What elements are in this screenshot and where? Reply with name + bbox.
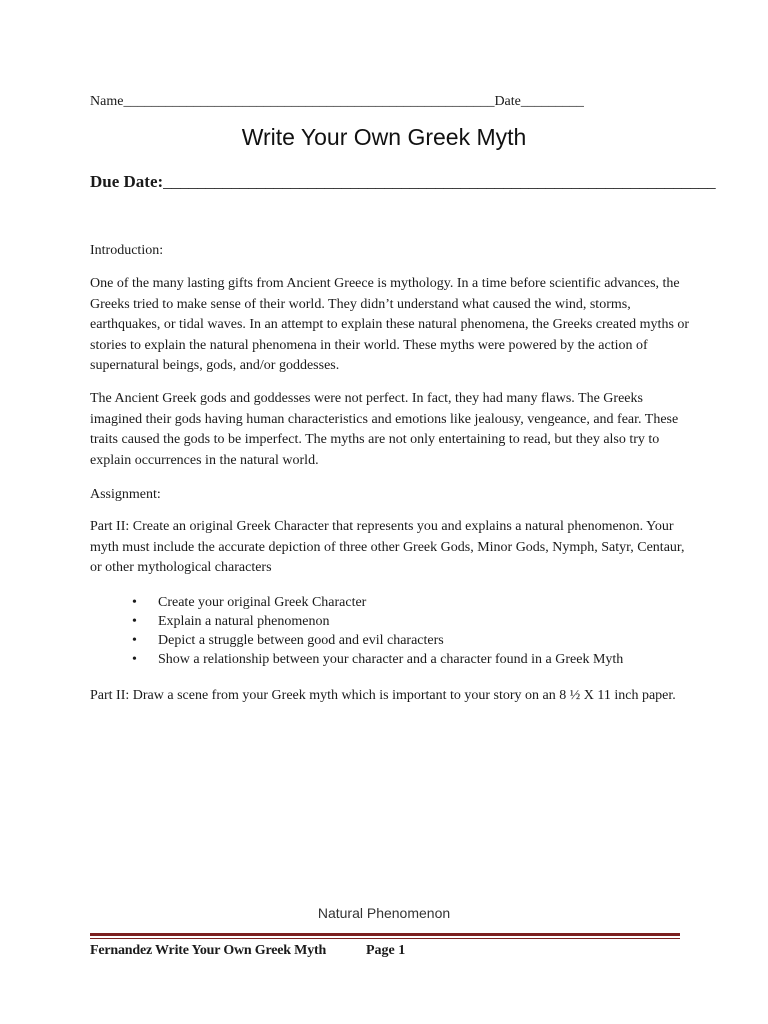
assignment-heading: Assignment:	[90, 487, 161, 502]
footer-page-number: Page 1	[366, 943, 406, 958]
list-item	[132, 593, 692, 612]
footer-caption: Natural Phenomenon	[317, 905, 451, 921]
assignment-part-1: Part II: Create an original Greek Character that represents you and explains a natural phenomenon. Your myth must include the accurate depiction of three other Greek Gods, Minor Gods, Nymph, Satyr, Centaur, or other mythological characters	[90, 519, 685, 575]
list-item-text: Explain a natural phenomenon	[158, 614, 330, 629]
footer-document-title: Fernandez Write Your Own Greek Myth	[90, 943, 327, 958]
due-date-blank: _________________________________________________________________	[163, 172, 716, 191]
bullet-icon: •	[132, 652, 137, 667]
list-item	[132, 650, 692, 669]
bullet-icon: •	[132, 595, 137, 610]
list-item	[132, 631, 692, 650]
introduction-paragraph-2: The Ancient Greek gods and goddesses were not perfect. In fact, they had many flaws. The Greeks imagined their gods having human characteristics and emotions like jealousy, vengeance, and fear. These traits caused the gods to be imperfect. The myths are not only entertaining to read, but they also try to explain occurrences in the natural world.	[90, 391, 679, 468]
list-item-text: Create your original Greek Character	[158, 595, 367, 610]
assignment-part-2: Part II: Draw a scene from your Greek myth which is important to your story on an 8 ½ X 11 inch paper.	[90, 688, 676, 703]
introduction-paragraph-1: One of the many lasting gifts from Ancient Greece is mythology. In a time before scientific advances, the Greeks tried to make sense of their world. They didn’t understand what caused the wind, storms, earthquakes, or tidal waves. In an attempt to explain these natural phenomena, the Greeks created myths or stories to explain the natural phenomena in their world. These myths were powered by the action of supernatural beings, gods, and/or goddesses.	[90, 276, 690, 373]
page-title: Write Your Own Greek Myth	[241, 124, 527, 150]
footer-divider-thin	[90, 938, 680, 939]
name-date-line	[90, 94, 584, 110]
bullet-icon: •	[132, 614, 137, 629]
assignment-bullet-list	[132, 593, 692, 669]
list-item-text: Show a relationship between your character and a character found in a Greek Myth	[158, 652, 624, 667]
due-date-line	[90, 172, 716, 192]
list-item	[132, 612, 692, 631]
introduction-heading: Introduction:	[90, 243, 164, 258]
date-label: Date	[494, 94, 521, 109]
due-date-label: Due Date:	[90, 172, 164, 191]
date-blank: _________	[520, 94, 584, 109]
footer-divider-thick	[90, 933, 680, 936]
name-blank: _____________________________________________________	[123, 94, 495, 109]
bullet-icon: •	[132, 633, 137, 648]
name-label: Name	[90, 94, 124, 109]
list-item-text: Depict a struggle between good and evil characters	[158, 633, 444, 648]
